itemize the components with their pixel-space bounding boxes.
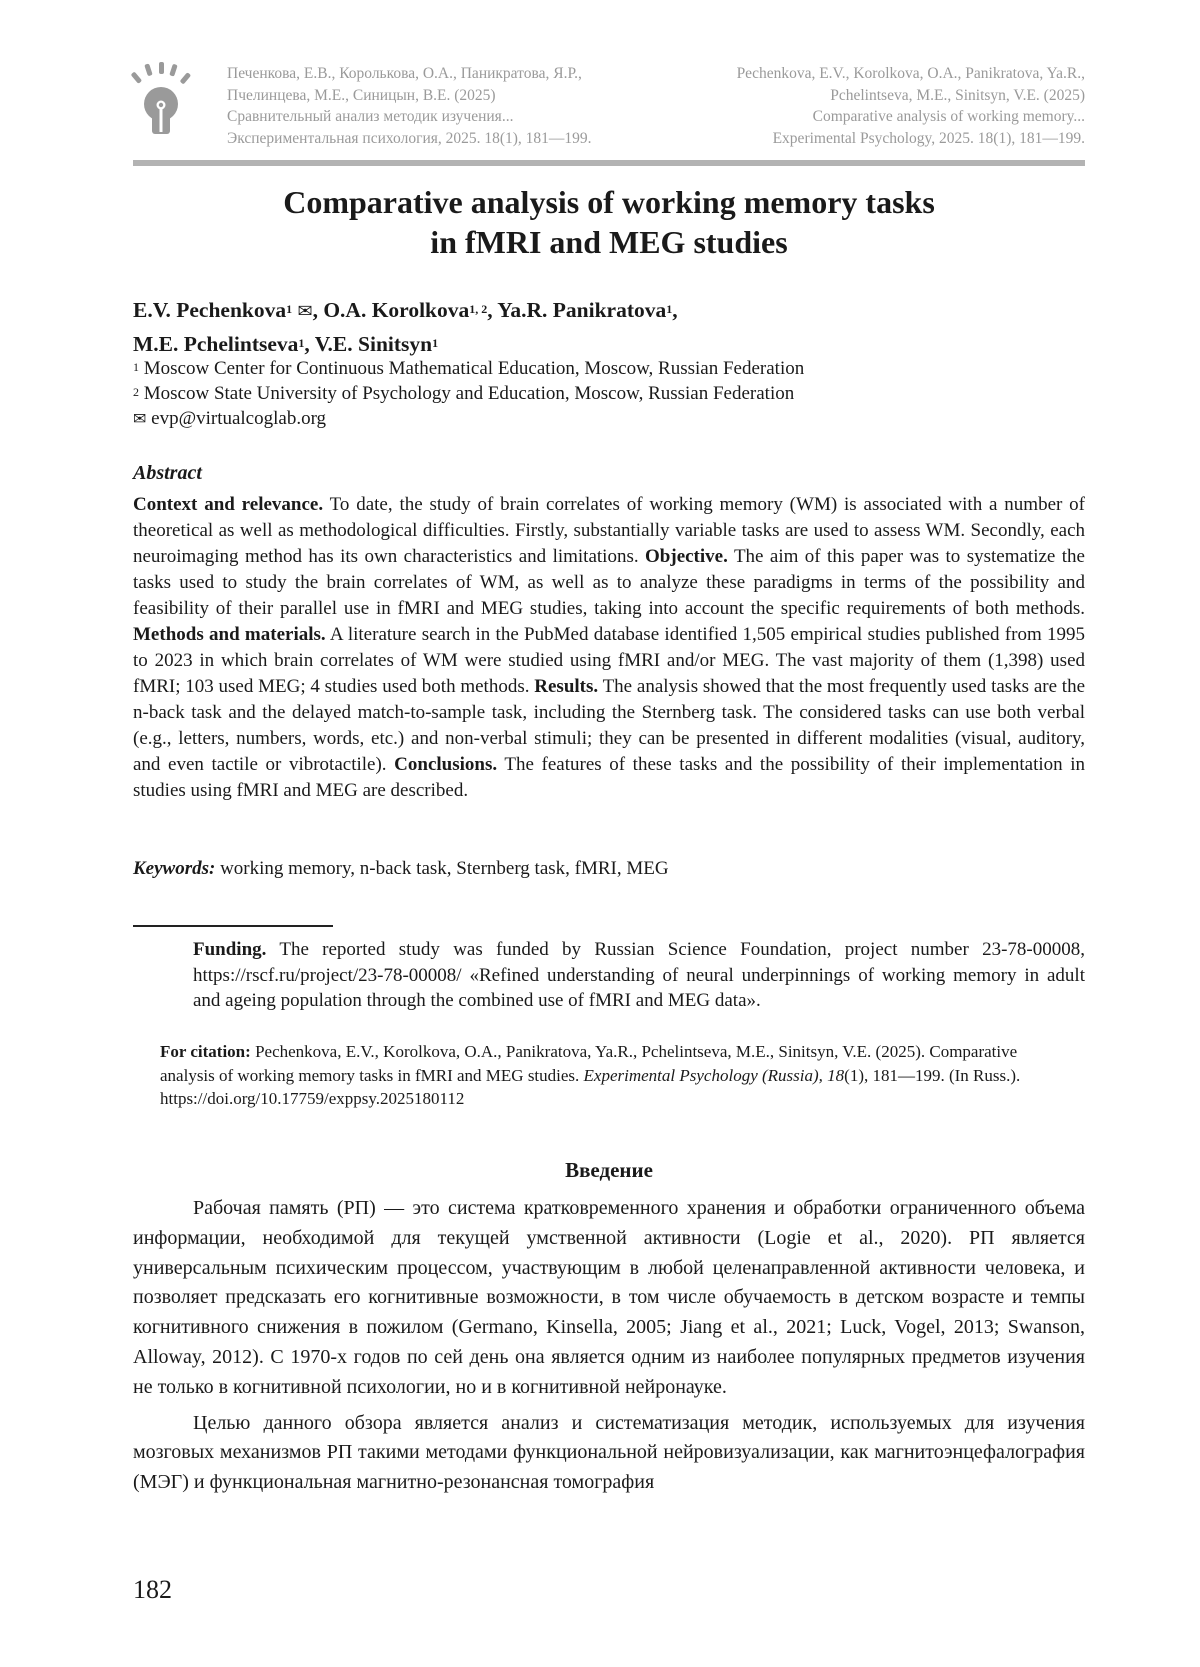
funding-note: Funding. The reported study was funded by Russian Science Foundation, project number 23-78-00008, https://rscf.ru/project/23-78-00008/ «Refined understanding of neural underpinnings of working memory in adult and ageing population through the combined use of fMRI and MEG data».	[193, 939, 1085, 1011]
paper-title: Comparative analysis of working memory tasks in fMRI and MEG studies	[283, 184, 935, 260]
footnote-divider	[133, 925, 333, 927]
page-number: 182	[133, 1575, 172, 1604]
author-name: M.E. Pchelintseva	[133, 332, 299, 356]
affiliation-1: $^1$ Moscow Center for Continuous Mathematical Education, Moscow, Russian Federation	[133, 358, 805, 379]
running-header-ru: Печенкова, Е.В., Королькова, О.А., Паникратова, Я.Р., Пчелинцева, М.Е., Синицын, В.Е. (2025) Сравнительный анализ методик изучения... Экспериментальная психология, 2025. 18(1), 181—199.	[227, 65, 592, 147]
citation-note: For citation: Pechenkova, E.V., Korolkova, O.A., Panikratova, Ya.R., Pchelintseva, M.E., Sinitsyn, V.E. (2025). Comparative analysis of working memory tasks in fMRI and MEG studies. Experimental Psychology (Russia), 18(1), 181—199. (In Russ.). https://doi.org/10.17759/exppsy.2025180112	[160, 1042, 1021, 1108]
envelope-icon: ✉	[297, 301, 313, 322]
introduction-body	[133, 1194, 1085, 1504]
envelope-icon: ✉	[133, 409, 147, 428]
author-list: E.V. Pechenkova$^1$ ✉, O.A. Korolkova$^{1, 2}$, Ya.R. Panikratova$^1$, M.E. Pchelintseva$^1$, V.E. Sinitsyn$^1$	[133, 298, 678, 356]
abstract-text: Context and relevance. To date, the study of brain correlates of working memory (WM) is associated with a number of theoretical as well as methodological difficulties. Firstly, substantially variable tasks are used to assess WM. Secondly, each neuroimaging method has its own characteristics and limitations. Objective. The aim of this paper was to systematize the tasks used to study the brain correlates of WM, as well as to analyze these paradigms in terms of the possibility and feasibility of their parallel use in fMRI and MEG studies, taking into account the specific requirements of both methods. Methods and materials. A literature search in the PubMed database identified 1,505 empirical studies published from 1995 to 2023 in which brain correlates of WM were studied using fMRI and/or MEG. The vast majority of them (1,398) used fMRI; 103 used MEG; 4 studies used both methods. Results. The analysis showed that the most frequently used tasks are the n-back task and the delayed match-to-sample task, including the Sternberg task. The considered tasks can use both verbal (e.g., letters, numbers, words, etc.) and non-verbal stimuli; they can be presented in different modalities (visual, auditory, and even tactile or vibrotactile). Conclusions. The features of these tasks and the possibility of their implementation in studies using fMRI and MEG are described.	[133, 494, 1086, 801]
affiliations	[133, 356, 1085, 431]
affiliation-2: $^2$ Moscow State University of Psychology and Education, Moscow, Russian Federation	[133, 383, 795, 404]
author-name: O.A. Korolkova	[323, 298, 470, 322]
paragraph: Рабочая память (РП) — это система кратковременного хранения и обработки ограниченного объема информации, необходимой для текущей умственной активности (Logie et al., 2020). РП является универсальным психическим процессом, участвующим в любой целенаправленной активности человека, и позволяет предсказать его когнитивные возможности, в том числе обучаемость в детском возрасте и темпы когнитивного снижения в пожилом (Germano, Kinsella, 2005; Jiang et al., 2021; Luck, Vogel, 2013; Swanson, Alloway, 2012). С 1970-х годов по сей день она является одним из наиболее популярных предметов изучения не только в когнитивной психологии, но и в когнитивной нейронауке.	[133, 1197, 1085, 1398]
running-header-en: Pechenkova, E.V., Korolkova, O.A., Panikratova, Ya.R., Pchelintseva, M.E., Sinitsyn, V.E. (2025) Comparative analysis of working memory... Experimental Psychology, 2025. 18(1), 181—199.	[736, 65, 1085, 147]
author-name: Ya.R. Panikratova	[497, 298, 667, 322]
lightbulb-logo-icon	[130, 62, 192, 140]
contact-email	[133, 406, 1085, 431]
keywords: Keywords: working memory, n-back task, Sternberg task, fMRI, MEG	[133, 858, 669, 879]
email-link[interactable]: evp@virtualcoglab.org	[151, 408, 327, 429]
header-divider	[133, 160, 1085, 166]
abstract-heading: Abstract	[133, 462, 202, 484]
paragraph: Целью данного обзора является анализ и систематизация методик, используемых для изучения мозговых механизмов РП такими методами функциональной нейровизуализации, как магнитоэнцефалография (МЭГ) и функциональная магнитно-резонансная томография	[133, 1411, 1085, 1494]
author-name: V.E. Sinitsyn	[314, 332, 433, 356]
section-heading: Введение	[565, 1158, 653, 1182]
author-name: E.V. Pechenkova	[133, 298, 287, 322]
